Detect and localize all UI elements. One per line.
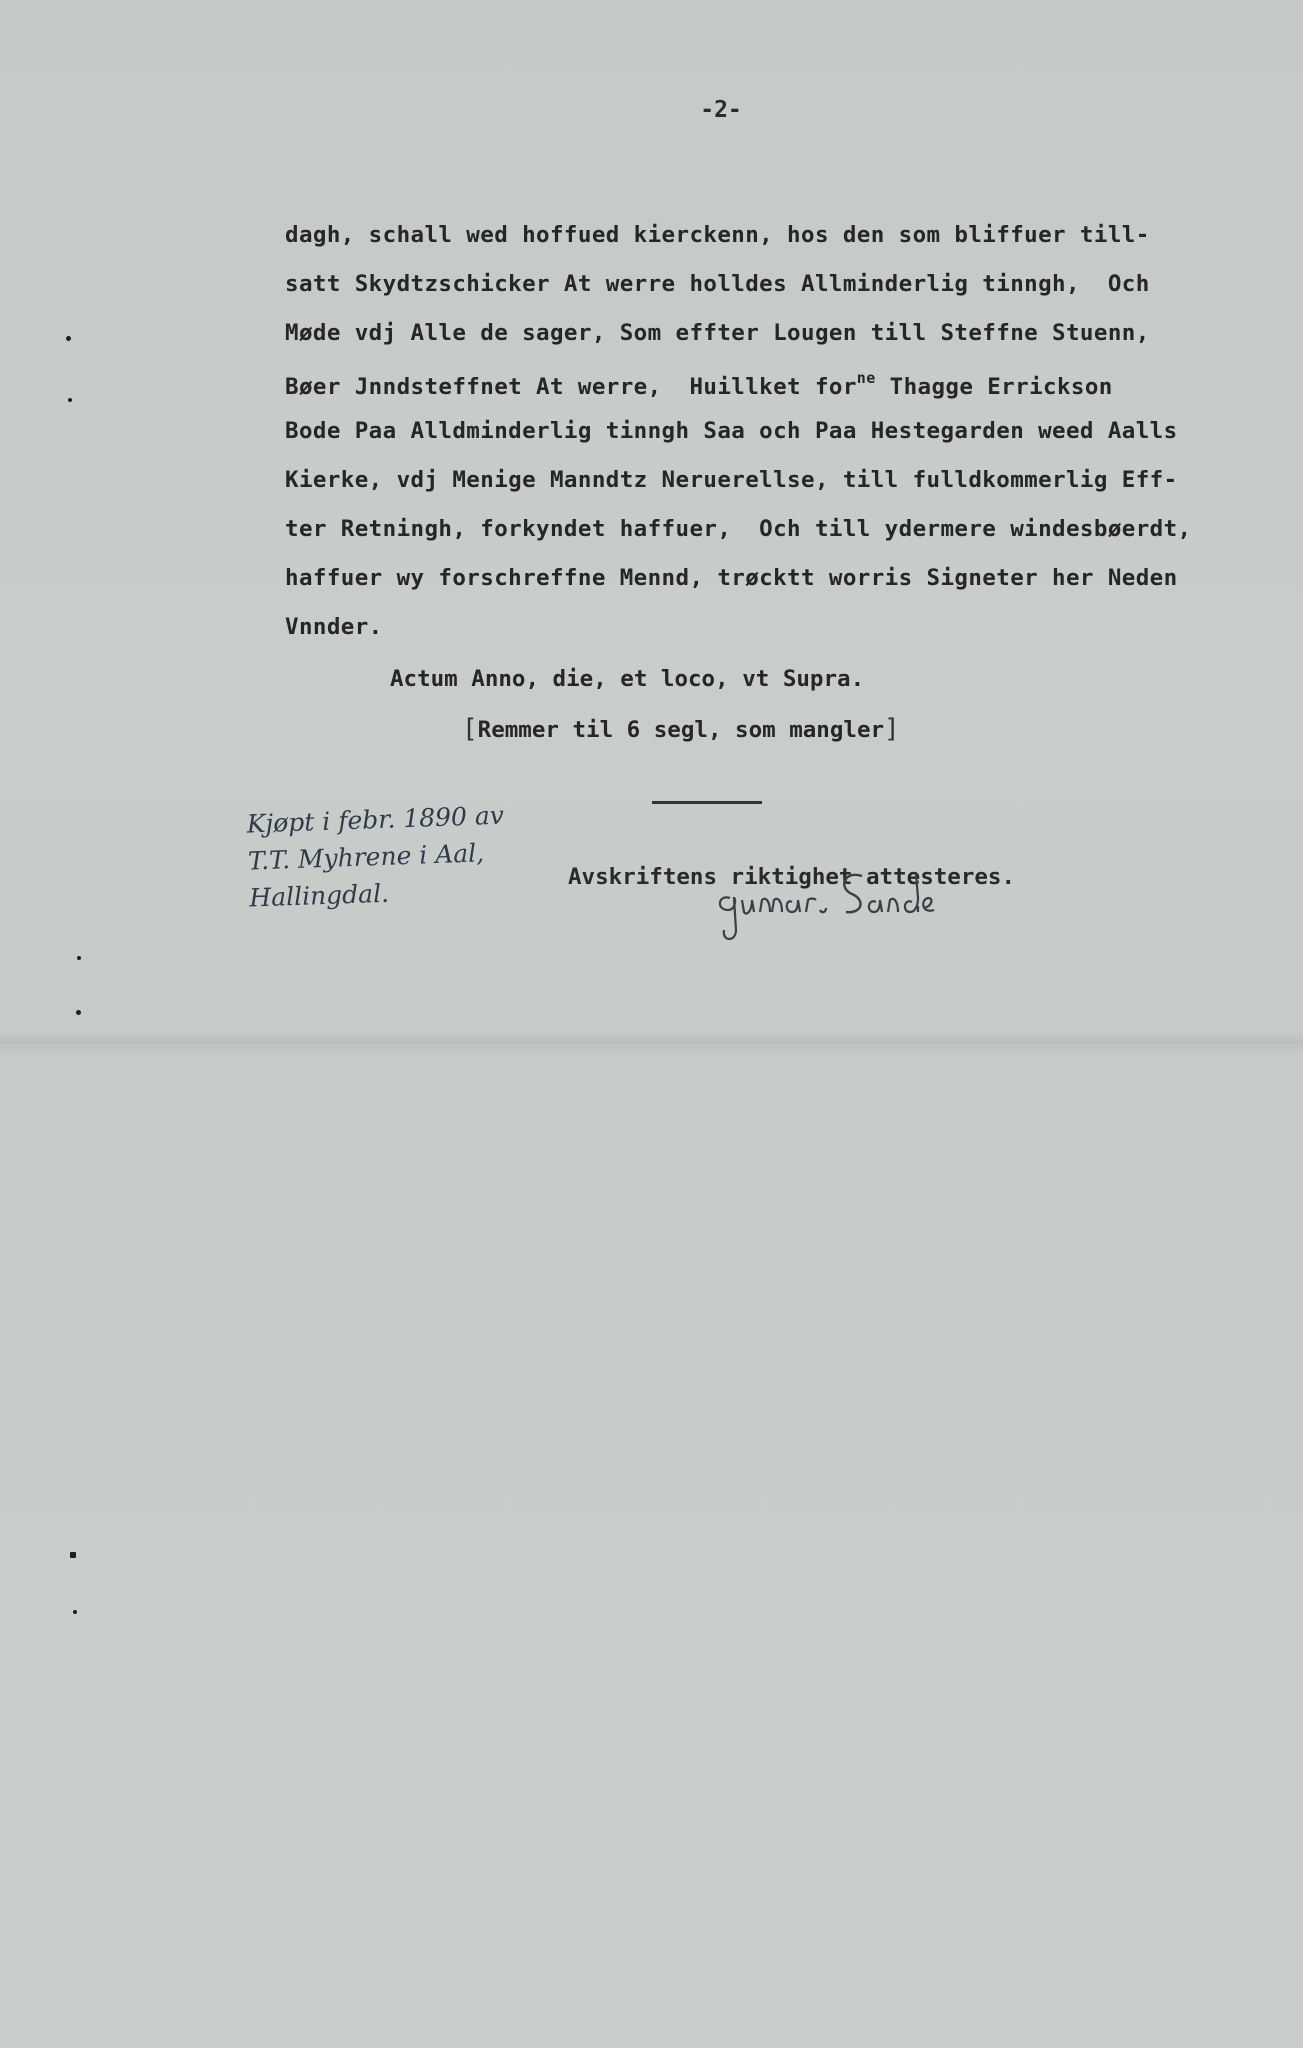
note-line: Hallingdal. xyxy=(248,878,390,913)
bracket-open: [ xyxy=(462,714,478,744)
note-line: Kjøpt i febr. 1890 av xyxy=(246,800,505,839)
body-line: Møde vdj Alle de sager, Som effter Lougen till Steffne Stuenn, xyxy=(285,320,1150,346)
punch-mark xyxy=(70,1552,76,1558)
body-line-text: Thagge Errickson xyxy=(875,374,1113,400)
attestation-text: Avskriftens riktighet attesteres. xyxy=(568,864,1016,890)
punch-mark xyxy=(77,956,81,960)
page-number: -2- xyxy=(700,97,742,123)
body-line: satt Skydtzschicker At werre holldes Allminderlig tinngh, Och xyxy=(285,271,1150,297)
separator-rule xyxy=(652,801,762,804)
body-line-text: Bøer Jnndsteffnet At werre, Huillket for xyxy=(285,374,857,400)
punch-mark xyxy=(66,336,71,341)
handwritten-signature xyxy=(712,868,952,948)
superscript: ne xyxy=(856,369,876,387)
body-line: haffuer wy forschreffne Mennd, trøcktt worris Signeter her Neden xyxy=(285,565,1178,591)
seals-note xyxy=(462,714,900,744)
body-line: ter Retningh, forkyndet haffuer, Och till ydermere windesbøerdt, xyxy=(285,516,1192,542)
actum-line: Actum Anno, die, et loco, vt Supra. xyxy=(390,666,865,692)
body-line: Vnnder. xyxy=(285,614,383,640)
note-line: T.T. Myhrene i Aal, xyxy=(247,838,485,876)
punch-mark xyxy=(68,398,72,402)
seals-text: Remmer til 6 segl, som mangler xyxy=(477,717,885,743)
body-line: Bode Paa Alldminderlig tinngh Saa och Paa Hestegarden weed Aalls xyxy=(285,418,1178,444)
body-line: dagh, schall wed hoffued kierckenn, hos den som bliffuer till- xyxy=(285,222,1150,248)
punch-mark xyxy=(73,1610,77,1614)
bracket-close: ] xyxy=(884,714,900,744)
body-line xyxy=(285,369,1113,400)
punch-mark xyxy=(76,1010,81,1015)
handwritten-margin-note xyxy=(246,794,570,916)
body-line: Kierke, vdj Menige Manndtz Neruerellse, till fulldkommerlig Eff- xyxy=(285,467,1178,493)
